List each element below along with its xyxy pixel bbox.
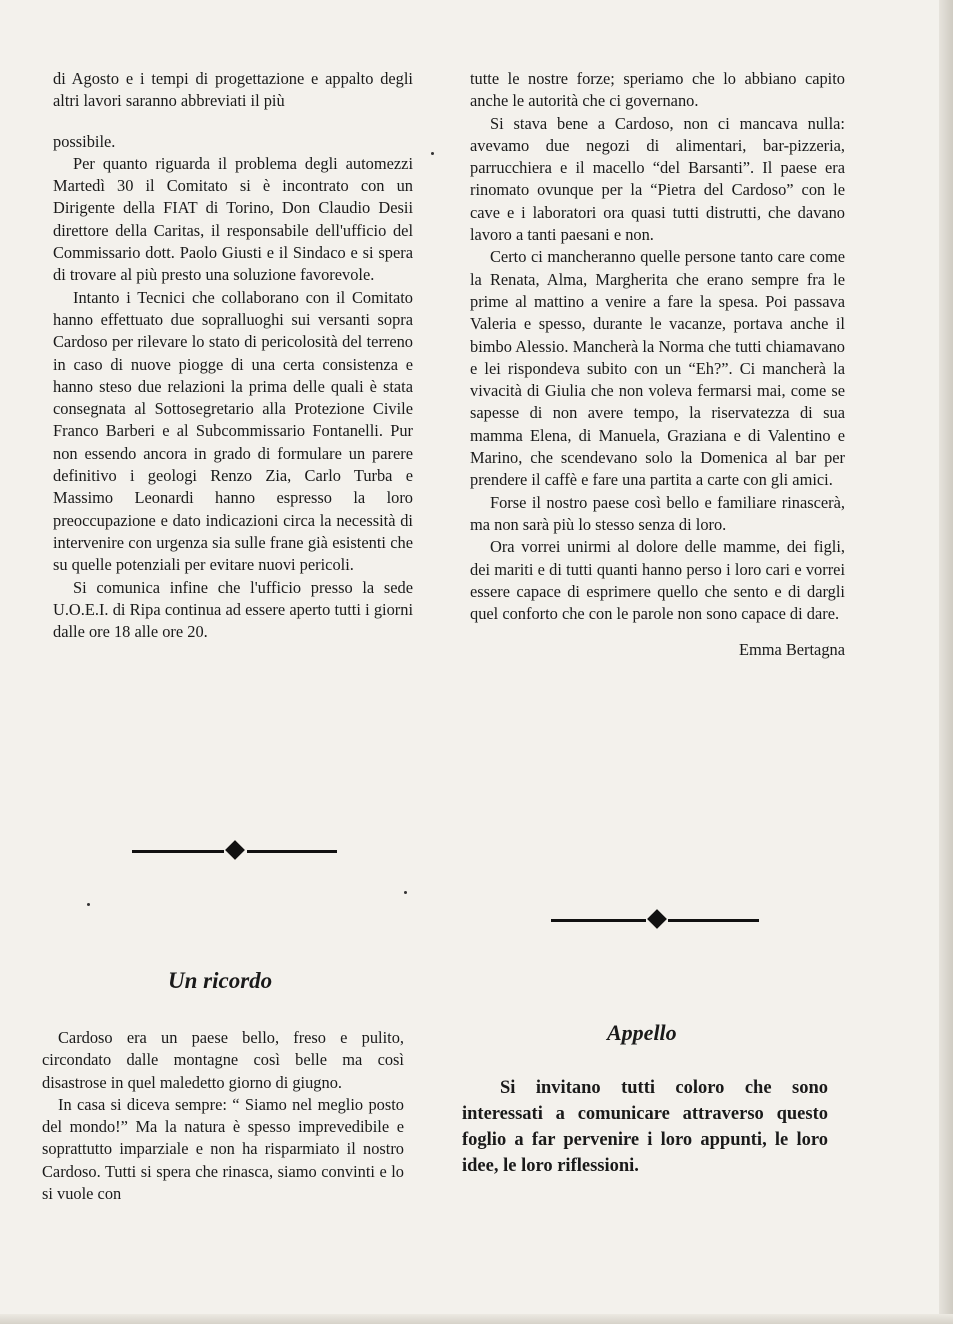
section-heading-appello: Appello	[607, 1020, 677, 1045]
paragraph: In casa si diceva sempre: “ Siamo nel meglio posto del mondo!” Ma la natura è spesso imprevedibile e soprattutto imparziale e non ha risparmiato il nostro Cardoso. Tutti si spera che rinasca, siamo convinti e lo si vuole con	[42, 1094, 404, 1204]
section-heading-ricordo: Un ricordo	[168, 968, 273, 993]
section-divider	[132, 843, 337, 859]
paragraph: Ora vorrei unirmi al dolore delle mamme, dei figli, dei mariti e di tutti quanti hanno perso i loro cari e vorrei essere capace di esprimere quello che sento e di dargli quel conforto che con le parole non sono capace di dare.	[470, 537, 845, 624]
speck	[87, 903, 90, 906]
author-signature: Emma Bertagna	[738, 640, 845, 660]
paragraph: tutte le nostre forze; speriamo che lo abbiano capito anche le autorità che ci governano.	[470, 69, 845, 111]
paragraph: Per quanto riguarda il problema degli automezzi Martedì 30 il Comitato si è incontrato con un Dirigente della FIAT di Torino, Don Claudio Desii direttore della Caritas, il responsabile dell'ufficio del Commissario dott. Paolo Giusti e il Sindaco e si spera di trovare al più presto una soluzione favorevole.	[53, 153, 413, 285]
section-divider	[551, 912, 759, 928]
paragraph: Certo ci mancheranno quelle persone tanto care come la Renata, Alma, Margherita che erano sempre fra le prime al mattino a venire a fare la spesa. Poi passava Valeria e spesso, durante le vacanze, portava anche il bimbo Alessio. Mancherà la Norma che tutti chiamavano e lei rispondeva subito con un “Eh?”. Ci mancherà la vivacità di Giulia che non voleva fermarsi mai, come se sapesse di non avere tempo, la riservatezza di sua mamma Elena, di Manuela, Graziana e di Valentino e Marino, che scendevano solo la Domenica al bar per prendere il caffè e fare una partita a carte con gli amici.	[470, 247, 845, 490]
paragraph: Forse il nostro paese così bello e familiare rinascerà, ma non sarà più lo stesso senza di loro.	[470, 492, 845, 534]
speck	[404, 891, 407, 894]
diamond-ornament-icon	[225, 840, 245, 860]
left-column	[53, 68, 413, 643]
appeal-text: Si invitano tutti coloro che sono interessati a comunicare attraverso questo foglio a far pervenire i loro appunti, le loro idee, le loro riflessioni.	[462, 1078, 828, 1176]
speck	[431, 152, 434, 155]
diamond-ornament-icon	[647, 909, 667, 929]
paragraph: di Agosto e i tempi di progettazione e appalto degli altri lavori saranno abbreviati il più	[53, 69, 413, 111]
paragraph: Si stava bene a Cardoso, non ci mancava nulla: avevamo due negozi di alimentari, bar-pizzeria, parrucchiera e il macello “del Barsanti”. Il paese era rinomato ovunque per la “Pietra del Cardoso” con le cave e i laboratori ora quasi tutti distrutti, che davano lavoro a tanti paesani e non.	[470, 113, 845, 245]
right-column	[470, 68, 845, 662]
paragraph: Si comunica infine che l'ufficio presso la sede U.O.E.I. di Ripa continua ad essere aperto tutti i giorni dalle ore 18 alle ore 20.	[53, 577, 413, 642]
paragraph: Cardoso era un paese bello, freso e pulito, circondato dalle montagne così belle ma così disastrose in quel maledetto giorno di giugno.	[42, 1028, 404, 1092]
ricordo-text	[42, 1027, 404, 1205]
page-bottom-edge	[0, 1314, 953, 1324]
page-edge	[939, 0, 953, 1324]
paragraph: Intanto i Tecnici che collaborano con il Comitato hanno effettuato due sopralluoghi sui versanti sopra Cardoso per rilevare lo stato di pericolosità del terreno in caso di nuove piogge di una certa consistenza e hanno steso due relazioni la prima delle quali è stata consegnata al Sottosegretario alla Protezione Civile Franco Barberi e al Subcommissario Fontanelli. Pur non essendo ancora in grado di formulare un parere definitivo i geologi Renzo Zia, Carlo Turba e Massimo Leonardi hanno espresso la loro preoccupazione e dato indicazioni circa la necessità di intervenire con urgenza sia sulle frane già esistenti che su quelle potenziali per evitare nuovi pericoli.	[53, 287, 413, 575]
paragraph: possibile.	[53, 131, 116, 151]
